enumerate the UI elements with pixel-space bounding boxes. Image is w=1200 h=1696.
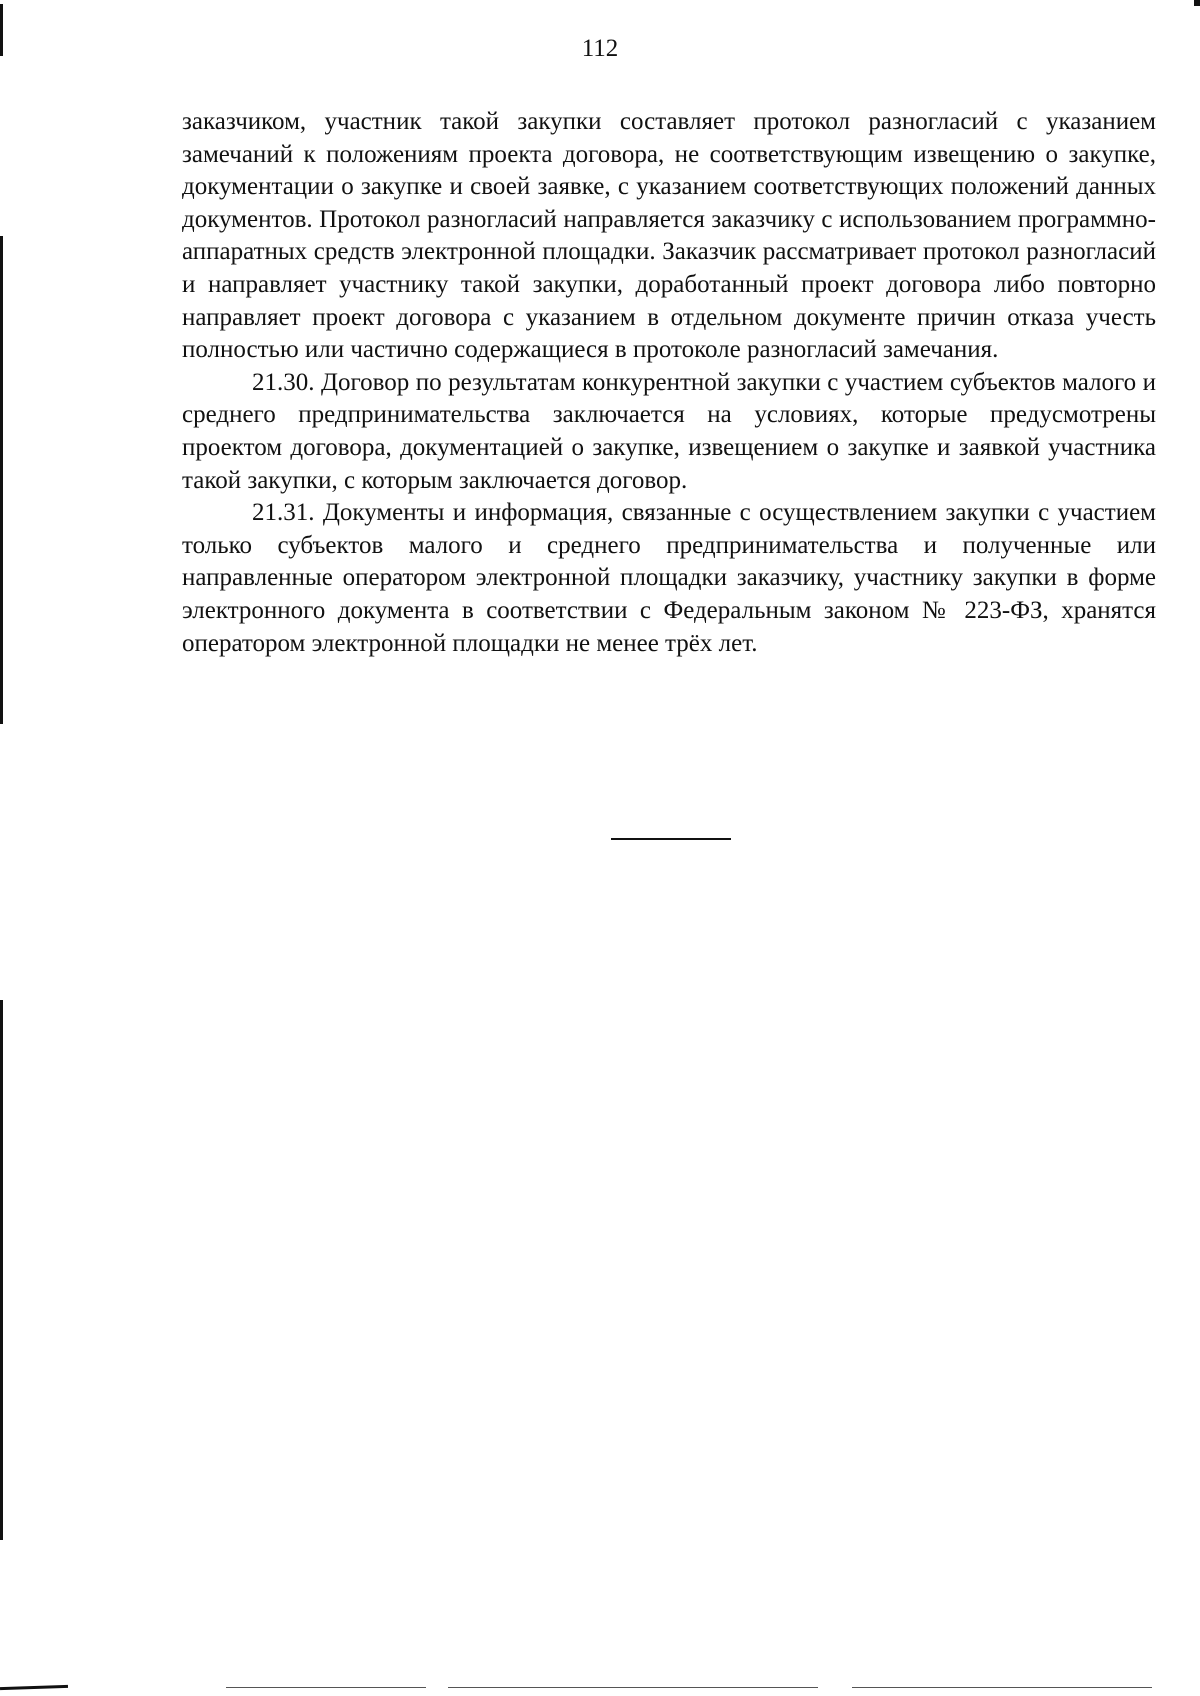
document-body (182, 106, 1156, 660)
scan-bottom-line (852, 1687, 1152, 1688)
scan-smudge (0, 1685, 68, 1690)
page-number: 112 (581, 35, 619, 62)
scan-corner-mark (1194, 0, 1200, 6)
paragraph-21-30: 21.30. Договор по результатам конкурентной закупки с участием субъектов малого и среднего предпринимательства заключается на условиях, которые предусмотрены проектом договора, документацией о закупке, извещением о закупке и заявкой участника такой закупки, с которым заключается договор. (182, 368, 1156, 494)
end-of-text-rule (611, 838, 731, 840)
scan-bottom-line (448, 1687, 818, 1688)
scan-edge-mark (0, 236, 3, 724)
paragraph-continuation: заказчиком, участник такой закупки составляет протокол разногласий с указанием замечаний к положениям проекта договора, не соответствующим извещению о закупке, документации о закупке и своей заявке, с указанием соответствующих положений данных документов. Протокол разногласий направляется заказчику с использованием программно-аппаратных средств электронной площадки. Заказчик рассматривает протокол разногласий и направляет участнику такой закупки, доработанный проект договора либо повторно направляет проект договора с указанием в отдельном документе причин отказа учесть полностью или частично содержащиеся в протоколе разногласий замечания. (182, 108, 1156, 364)
scan-edge-mark (0, 1000, 3, 1540)
scan-bottom-line (226, 1687, 426, 1688)
scan-edge-mark (0, 4, 3, 56)
paragraph-21-31: 21.31. Документы и информация, связанные с осуществлением закупки с участием только субъектов малого и среднего предпринимательства и полученные или направленные оператором электронной площадки заказчику, участнику закупки в форме электронного документа в соответствии с Федеральным законом № 223-ФЗ, хранятся оператором электронной площадки не менее трёх лет. (182, 499, 1156, 657)
